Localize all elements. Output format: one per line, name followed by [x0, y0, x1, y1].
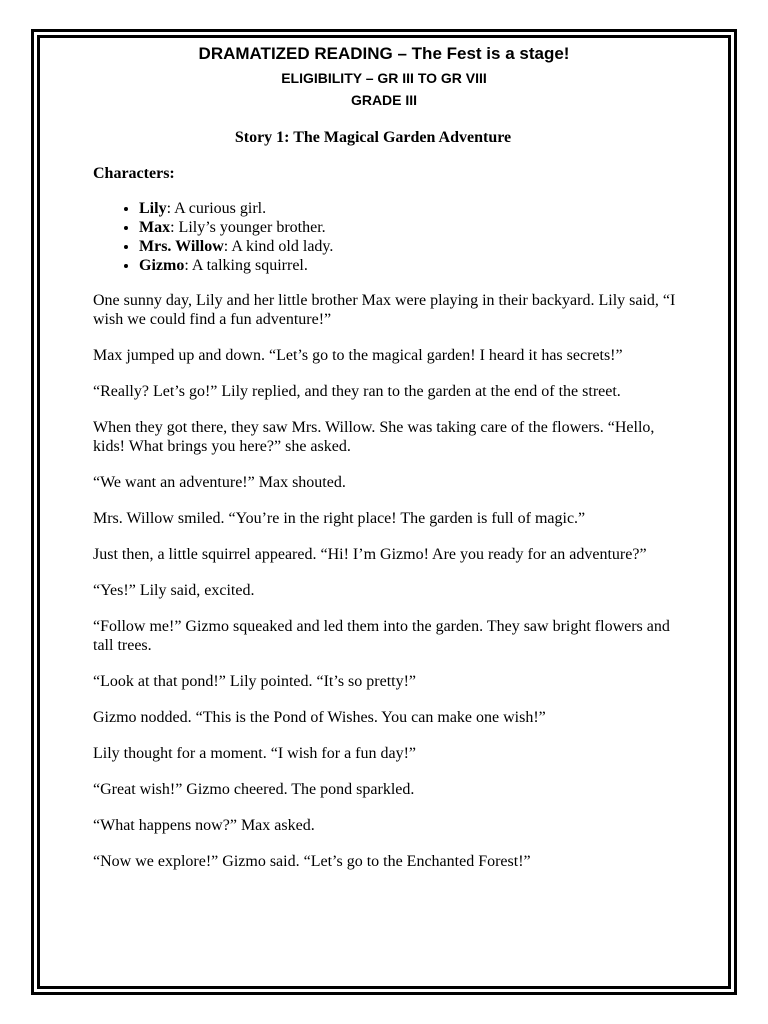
character-item: [139, 256, 683, 275]
character-description: : A curious girl.: [166, 200, 267, 217]
story-paragraph: “What happens now?” Max asked.: [93, 817, 315, 834]
character-name: Lily: [139, 200, 167, 217]
grade-line: GRADE III: [350, 92, 418, 108]
character-item: [139, 218, 683, 237]
story-paragraph: “Great wish!” Gizmo cheered. The pond sparkled.: [93, 781, 415, 798]
story-paragraph: Max jumped up and down. “Let’s go to the magical garden! I heard it has secrets!”: [93, 347, 623, 364]
character-item: [139, 237, 683, 256]
story-content: [93, 128, 683, 888]
story-paragraph: “Yes!” Lily said, excited.: [93, 582, 255, 599]
characters-label: Characters:: [93, 165, 175, 182]
character-description: : A talking squirrel.: [184, 257, 308, 274]
story-paragraph: “We want an adventure!” Max shouted.: [93, 474, 346, 491]
story-paragraph: “Follow me!” Gizmo squeaked and led them into the garden. They saw bright flowers and tall trees.: [93, 618, 670, 654]
document-title: DRAMATIZED READING – The Fest is a stage!: [198, 44, 570, 63]
story-paragraph: One sunny day, Lily and her little brother Max were playing in their backyard. Lily said, “I wish we could find a fun adventure!”: [93, 292, 676, 328]
character-item: [139, 199, 683, 218]
story-paragraph: “Really? Let’s go!” Lily replied, and they ran to the garden at the end of the street.: [93, 383, 621, 400]
character-name: Gizmo: [139, 257, 185, 274]
story-paragraph: Just then, a little squirrel appeared. “Hi! I’m Gizmo! Are you ready for an adventure?”: [93, 546, 647, 563]
story-paragraph: Lily thought for a moment. “I wish for a fun day!”: [93, 745, 417, 762]
character-description: : A kind old lady.: [223, 238, 334, 255]
story-paragraph: When they got there, they saw Mrs. Willow. She was taking care of the flowers. “Hello, kids! What brings you here?” she asked.: [93, 419, 655, 455]
story-title: Story 1: The Magical Garden Adventure: [234, 129, 512, 146]
character-description: : Lily’s younger brother.: [170, 219, 326, 236]
story-paragraph: Gizmo nodded. “This is the Pond of Wishes. You can make one wish!”: [93, 709, 546, 726]
eligibility-line: ELIGIBILITY – GR III TO GR VIII: [281, 70, 487, 86]
character-name: Mrs. Willow: [139, 238, 224, 255]
story-paragraph: Mrs. Willow smiled. “You’re in the right place! The garden is full of magic.”: [93, 510, 586, 527]
character-name: Max: [139, 219, 171, 236]
story-paragraph: “Now we explore!” Gizmo said. “Let’s go to the Enchanted Forest!”: [93, 853, 531, 870]
character-list: [93, 199, 683, 275]
story-paragraph: “Look at that pond!” Lily pointed. “It’s so pretty!”: [93, 673, 417, 690]
